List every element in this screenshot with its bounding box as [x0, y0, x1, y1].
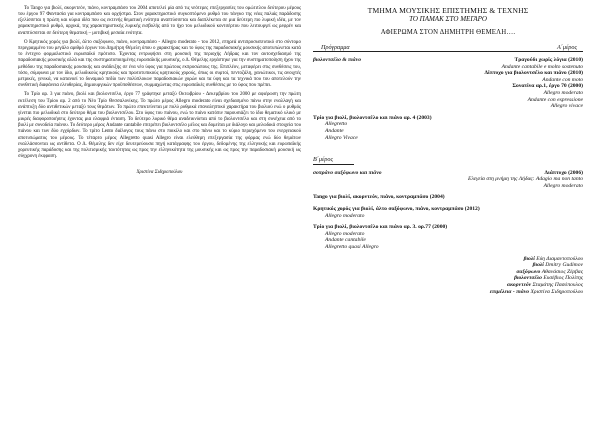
performer-role: σαξόφωνο: [516, 268, 541, 275]
notes-signature: Χριστίνα Σιδηροπούλου: [136, 170, 183, 176]
work-2-tempo: Andante con moto: [542, 76, 583, 83]
performer-role: βιολί: [532, 262, 544, 269]
work-7-title: Κρητικός χορός για βιολί, άλτο σαξόφωνο, πιάνο, κοντραμπάσο (2012): [313, 206, 480, 212]
work-6-title: Tango για βιολί, ακορντεόν, πιάνο, κοντραμπάσο (2004): [313, 194, 445, 201]
performer-name: Χριστίνα Σιδηροπούλου: [530, 288, 583, 295]
notes-trio-3: Το Τρίο αρ. 3 για πιάνο, βιολί και βιολοντσέλο, έργο 77 γράφτηκε μεταξύ Οκτωβρίου - Δεκεμβρίου του 2000 με αφιέρωση την πρώτη εκτέλεση του Τρίου αρ. 2 από το Νέο Τρίο Θεσσαλονίκης. Το πρώτο μέρος Allegro moderato είναι σχεδιασμένο πάνω στην εναλλαγή και ανάπτυξη δύο αντιθετικών μεταξύ τους θεμάτων. Το πρώτο επεκτείνεται με πολύ ρυθμικά επαναληπτικό χαρακτήρα του βιολιού ενώ ο ρυθμός γίνεται πιο μελωδικά στο δεύτερο θέμα του βιολοντσέλου. Στο ύφος του πιάνου, ενώ το πιάνο κατόπιν παρουσιάζει το ίδιο θεματικό υλικό με μικρές διαφοροποιήσεις έχοντας μια ελαφριά ένταση. Το δεύτερο λυρικό θέμα αναδεικνύεται από το βιολοντσέλο και στη συνέχεια από το βιολί με συνοδεία πιάνου. Το δεύτερο μέρος Andante cantabile επιτρέπει βιολοντσέλο μέλος και δομείται με διάλογο και μελωδικά στοιχεία του πιάνου και των δύο εγχόρδων. Το τρίτο Lento διάλογος τους πάνω στο ποικίλο και στο πάνω και το κύριο περιεχόμενο του ενεργειακού αποτυπώματος του μέρους. Το τέταρτο μέρος Allegretto quasi Allegro είναι ελεύθερη επεξεργασία της φόρμας ενώ δύο θεμάτων εναλλάσσονται ως αντίθετα. Ο Δ. Θέμελης δεν είχε δευτερεύουσα πηγή κατάγραφης του έργου, δεδομένης της ελληνικής και ευρωπαϊκής χορευτικής παράδοσης και της πολιτισμικής ταυτότητας ως προς την ελληνικότητα της μουσικής και ως προς την παραδοσιακή μουσική ως σύγχρονη έκφραση.: [18, 92, 301, 159]
work-1-instruments: βιολοντσέλο & πιάνο: [313, 57, 362, 63]
work-8-movement-3: Allegretto quasi Allegro: [325, 243, 379, 250]
work-8-movement-1: Allegro moderato: [325, 230, 365, 237]
work-3-title: Σονατίνα αρ.1, έργο 70 (2000): [512, 83, 583, 90]
performer-name: Σταμάτης Πασόπουλος: [532, 281, 583, 288]
work-2-title: Δίπτυχο για βιολοντσέλο και πιάνο (2010): [484, 70, 583, 77]
work-3-movement-1: Allegro moderato: [543, 89, 583, 96]
work-1-tempo: Andante cantabile e molto sostenuto: [501, 63, 583, 70]
performer-role: επιμέλεια - πιάνο: [489, 288, 530, 295]
work-5: [313, 170, 583, 177]
programme-section-header: [313, 44, 583, 53]
program-notes: [18, 6, 301, 179]
work-1: [313, 57, 583, 64]
work-8-title: Τρίο για βιολί, βιολοντσέλο και πιάνο αρ. 3. ορ.77 (2000): [313, 224, 448, 231]
performer-row: [313, 282, 583, 289]
notes-tango: Το Tango για βιολί, ακορντεόν, πιάνο, κοντραμπάσο του 2004 αποτελεί μία από τις νεότερες επεξεργασίες του ομώτιτλου δεύτερου μέρους του έργου 97 Φαντασία για κοντραμπάσο και ορχήστρα. Στον χαρακτηριστικό συγκοπτόμενο ρυθμό του τάνγκο της νέας παλιάς παράδοσης εξελίσσεται η πρώτη και κύρια ιδέα που ως εκτενής θεματική ενότητα αναπτύσσεται και διαπλέκεται σε μια δεύτερη πιο λυρική ιδέα, με τον χαρακτηριστικό ρυθμό, αρχικά, της χαρακτηριστικής λυρικής εισβολής από το ήχο του μελωδικού κοντσέρτου που λειτουργεί ως ρεφρέν και αναπτύσσεται σε δεύτερη θεματική – μοτιβική μεσαία ενότητα.: [18, 6, 301, 36]
performer-role: βιολοντσέλο: [514, 275, 542, 282]
performer-role: βιολί: [523, 255, 535, 262]
department-title: ΤΜΗΜΑ ΜΟΥΣΙΚΗΣ ΕΠΙΣΤΗΜΗΣ & ΤΕΧΝΗΣ: [367, 6, 529, 15]
work-7-tempo: Allegro moderato: [325, 212, 365, 219]
work-5-movement-1: Ελεγεία στη μνήμη της Λήδας: Adagio ma non tanto: [468, 176, 583, 183]
work-4-movement-2: Andante: [325, 127, 344, 134]
section-part-b-label: Β΄μέρος: [313, 156, 333, 164]
performer-name: Dmitry Gudimov: [545, 262, 583, 269]
section-part-a-label: Α΄μέρος: [557, 43, 577, 51]
notes-cretan-dance: Ο Κρητικός χορός για βιολί, άλτο σαξόφωνο, πιάνο, κοντραμπάσο - Allegro moderato - του 2012, επηρεά αντιπροσωπευτικό στο σύντομο περιγραμμένο του μεγάλο αριθμό έργων του Δημήτρη Θέμελη όπου ο χαρακτήρας και το ύφος της παραδοσιακής μουσικής αποτυπώνεται κατά το έντεχνο φορμαλιστικό ευρωπαϊκό πρότυπο. Έχοντας εντρυφήσει στη μουσική της περιοχής Λήδρας και τον αυτοσχεδιασμό της παραδοσιακής μουσικής αλλά και της συστηματοποιημένης ευρωπαϊκής μουσικής, ο Δ. Θέμελης εργάστηκε για την συστηματοποίηση ήχου της μεθόδου της παραδοσιακής μουσικής και ανάδειξης σε ένα νέο ύφος για πρώτους εκπροσώπους της. Επιπλέον, μεταφέρει στις συνθέσεις του, τόσο, σύμφωνα με τον ίδιο, μελωδικούς κρητικούς και πρωτοτυπικούς κρητικούς χορούς, όπως οι συρτοί, πεντοζάλη, χανιώτικοι, τις ανοιχτές μετρικές, γενικά, να κατανοεί το δυναμικό πεδίο των πολύπλοκων παραδοσιακών χορών και τα ύφη και τα τεχνικά που του αποτελούν την συνθετική διαφάνεια ελευθερίας, δημιουργικών προϋποθέσεων, συμμαχώντας στις ευρωπαϊκές συνθέσεις με το ύφος που πρέπει.: [18, 39, 301, 89]
performer-row: [313, 262, 583, 269]
section-program-label: Πρόγραμμα: [321, 43, 350, 51]
work-4-movement-1: Allegretto: [325, 121, 348, 128]
tribute-title: ΑΦΙΕΡΩΜΑ ΣΤΟΝ ΔΗΜΗΤΡΗ ΘΕΜΕΛΗ….: [380, 28, 516, 36]
work-3-movement-2: Andante con espressione: [527, 96, 583, 103]
performer-name: Αθανάσιος Ζέρβας: [541, 268, 583, 275]
performer-row: [313, 289, 583, 296]
performer-name: Ευσέβιος Πολίτης: [543, 275, 583, 282]
part-b-header: [313, 156, 354, 165]
work-8-movement-2: Andante cantabile: [325, 237, 366, 244]
work-5-title: Διάπτυχο (2006): [544, 169, 583, 176]
work-5-movement-2: Allegro moderato: [543, 182, 583, 189]
performer-row: [313, 275, 583, 282]
work-4-movement-3: Allegro Vivace: [325, 134, 358, 141]
work-5-instruments: σοπράνο σαξόφωνο και πιάνο: [313, 169, 382, 176]
venue-title: ΤΟ ΠΑΜΑΚ ΣΤΟ ΜΕΓΑΡΟ: [409, 15, 487, 23]
work-3-movement-3: Allegro vivace: [550, 103, 583, 110]
work-4-title: Τρίο για βιολί, βιολοντσέλο και πιάνο αρ. 4 (2003): [313, 114, 432, 121]
performers-list: [313, 256, 583, 296]
performer-name: Εύη Διαμαντοπούλου: [536, 255, 583, 262]
performer-role: ακορντεόν: [506, 281, 532, 288]
concert-programme: [313, 6, 583, 295]
work-1-title: Τραγούδι χωρίς λόγια (2010): [514, 57, 583, 63]
